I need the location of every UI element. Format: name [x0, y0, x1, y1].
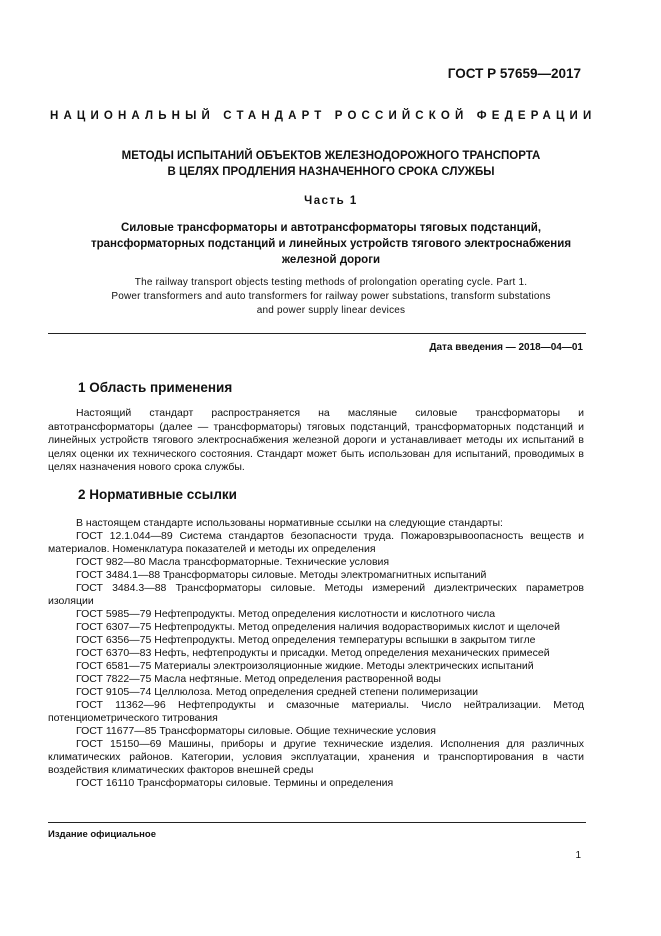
reference-item: ГОСТ 3484.3—88 Трансформаторы силовые. Методы измерений диэлектрических параметров изоляции	[48, 582, 584, 607]
document-code: ГОСТ Р 57659—2017	[447, 66, 581, 81]
top-divider	[48, 333, 586, 334]
reference-item: ГОСТ 9105—74 Целлюлоза. Метод определения средней степени полимеризации	[76, 686, 478, 698]
subtitle-line: трансформаторных подстанций и линейных устройств тягового электроснабжения	[90, 238, 572, 250]
section-1-text: Настоящий стандарт распространяется на масляные силовые трансформаторы и автотрансформаторы (далее — трансформаторы) тяговых подстанций, трансформаторных подстанций и линейных устройств тягового электроснабжения железной дороги и устанавливает методы их испытаний в целях оценки их технического состояния. Стандарт может быть использован для испытаний, проводимых в целях назначения нового срока службы.	[48, 407, 584, 473]
national-standard-heading: НАЦИОНАЛЬНЫЙ СТАНДАРТ РОССИЙСКОЙ ФЕДЕРАЦИИ	[50, 110, 597, 122]
main-title-line: МЕТОДЫ ИСПЫТАНИЙ ОБЪЕКТОВ ЖЕЛЕЗНОДОРОЖНОГО ТРАНСПОРТА	[121, 150, 541, 162]
reference-item: ГОСТ 15150—69 Машины, приборы и другие технические изделия. Исполнения для различных климатических районов. Категории, условия эксплуатации, хранения и транспортирования в части воздействия климатических факторов внешней среды	[48, 738, 584, 776]
reference-item: ГОСТ 11677—85 Трансформаторы силовые. Общие технические условия	[76, 725, 436, 737]
references-list	[48, 517, 584, 790]
introduction-date: Дата введения — 2018—04—01	[429, 342, 583, 353]
reference-item: ГОСТ 6370—83 Нефть, нефтепродукты и присадки. Метод определения механических примесей	[76, 647, 550, 659]
subtitle	[48, 220, 614, 268]
english-title-line: and power supply linear devices	[256, 305, 406, 316]
subtitle-line: железной дороги	[281, 254, 381, 266]
reference-item: ГОСТ 16110 Трансформаторы силовые. Термины и определения	[76, 777, 394, 789]
main-title-line: В ЦЕЛЯХ ПРОДЛЕНИЯ НАЗНАЧЕННОГО СРОКА СЛУЖБЫ	[167, 166, 495, 178]
reference-item: ГОСТ 6581—75 Материалы электроизоляционные жидкие. Методы электрических испытаний	[76, 660, 534, 672]
reference-item: ГОСТ 12.1.044—89 Система стандартов безопасности труда. Пожаровзрывоопасность веществ и материалов. Номенклатура показателей и методы их определения	[48, 530, 584, 555]
reference-item: ГОСТ 6307—75 Нефтепродукты. Метод определения наличия водорастворимых кислот и щелочей	[76, 621, 560, 633]
reference-item: ГОСТ 6356—75 Нефтепродукты. Метод определения температуры вспышки в закрытом тигле	[76, 634, 536, 646]
references-intro: В настоящем стандарте использованы нормативные ссылки на следующие стандарты:	[76, 517, 503, 529]
reference-item: ГОСТ 7822—75 Масла нефтяные. Метод определения растворенной воды	[76, 673, 441, 685]
subtitle-line: Силовые трансформаторы и автотрансформаторы тяговых подстанций,	[120, 222, 542, 234]
english-title-line: Power transformers and auto transformers for railway power substations, transform substations	[111, 291, 551, 302]
english-title-line: The railway transport objects testing methods of prolongation operating cycle. Part 1.	[134, 277, 528, 288]
section-1-heading: 1 Область применения	[78, 380, 233, 395]
main-title	[48, 148, 614, 180]
bottom-divider	[48, 822, 586, 823]
official-edition-label: Издание официальное	[48, 829, 156, 840]
reference-item: ГОСТ 5985—79 Нефтепродукты. Метод определения кислотности и кислотного числа	[76, 608, 496, 620]
reference-item: ГОСТ 11362—96 Нефтепродукты и смазочные материалы. Число нейтрализации. Метод потенциометрического титрования	[48, 699, 584, 724]
section-2-heading: 2 Нормативные ссылки	[78, 487, 237, 502]
page-number: 1	[575, 850, 581, 861]
reference-item: ГОСТ 982—80 Масла трансформаторные. Технические условия	[76, 556, 390, 568]
reference-item: ГОСТ 3484.1—88 Трансформаторы силовые. Методы электромагнитных испытаний	[76, 569, 487, 581]
part-label: Часть 1	[304, 195, 358, 207]
english-title	[48, 276, 614, 318]
